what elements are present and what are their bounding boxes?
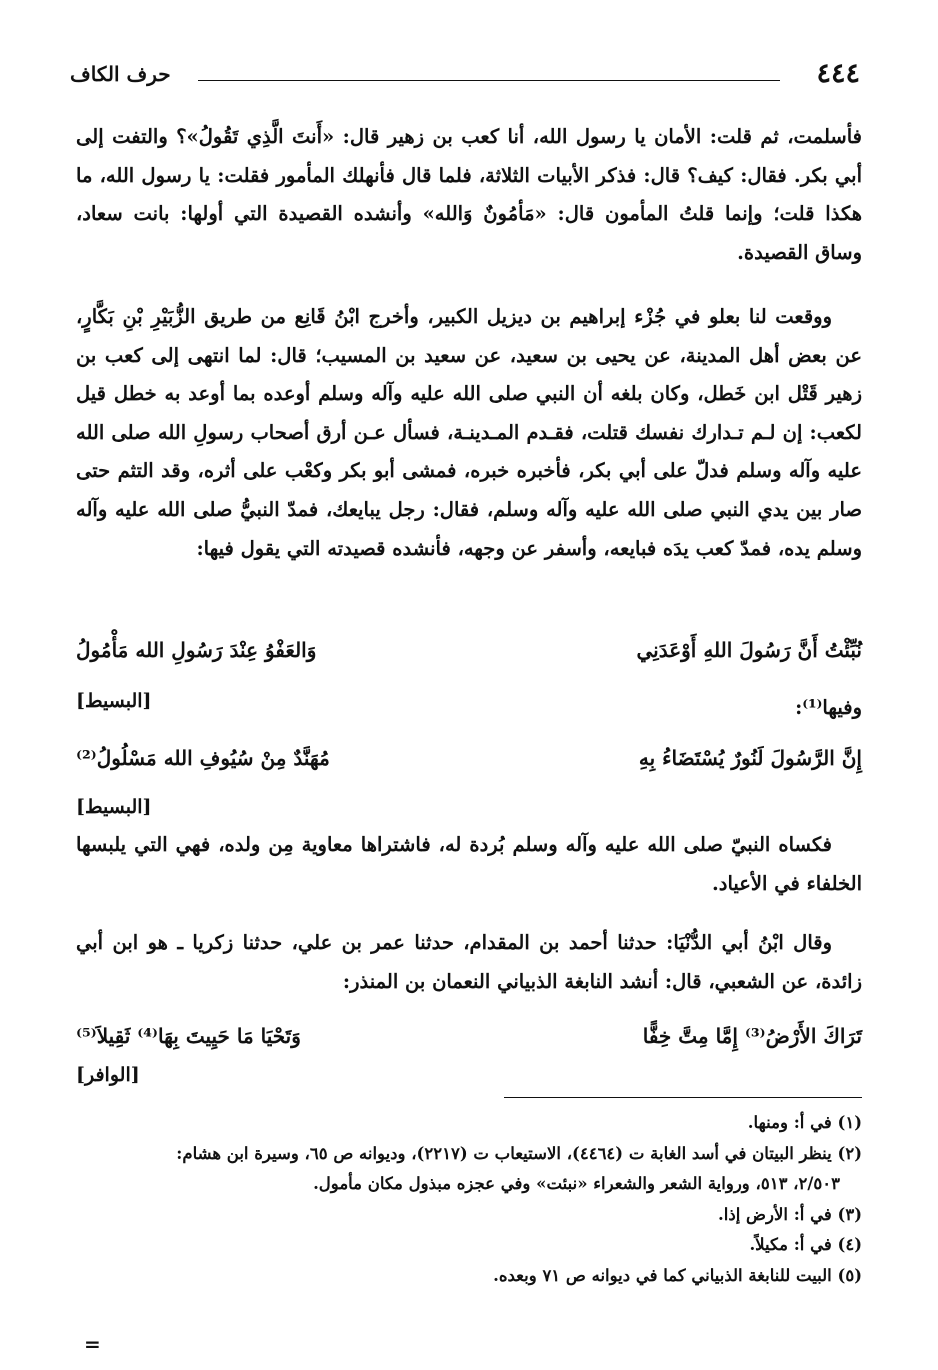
header-rule (198, 80, 780, 81)
paragraph-2: ووقعت لنا بعلو في جُزْء إبراهيم بن ديزيل الكبير، وأخرج ابْنُ قَانِع من طريق الزُّبَيْرِ بْنِ بَكَّارٍ، عن بعض أهل المدينة، عن يحيى بن سعيد، عن سعيد بن المسيب؛ قال: لما انتهى إلى كعب بن زهير قَتْل ابن خَطل، وكان بلغه أن النبي صلى الله عليه وآله وسلم أوعده بما أوعد به خطل قيل لكعب: إن لـم تـدارك نفسك قتلت، فقـدم المـدينـة، فسأل عـن أرق أصحاب رسولِ الله صلى الله عليه وآله وسلم فدلّ على أبي بكر، فأخبره خبره، فمشى أبو بكر وكعْب على أثره، وقد التثم حتى صار بين يدي النبي صلى الله عليه وآله وسلم، فقال: رجل يبايعك، فمدّ النبيُّ صلى الله عليه وآله وسلم يده، فمدّ كعب يدَه فبايعه، وأسفر عن وجهه، فأنشده قصيدته التي يقول فيها: (76, 305, 862, 560)
paragraph-3: فكساه النبيّ صلى الله عليه وآله وسلم بُردة له، فاشتراها معاوية مِن ولده، فهي التي يلبسها الخلفاء في الأعياد. (76, 833, 862, 895)
paragraph-4: وقال ابْنُ أبي الدُّنْيَا: حدثنا أحمد بن المقدام، حدثنا عمر بن علي، حدثنا زكريا ـ هو ابن أبي زائدة، عن الشعبي، قال: أنشد النابغة الذبياني النعمان بن المنذر: (76, 931, 862, 993)
page-number: ٤٤٤ (816, 58, 860, 89)
footnote-2: (٢) ينظر البيتان في أسد الغابة ت (٤٤٦٤)، الاستيعاب ت (٢٢١٧)، وديوانه ص ٦٥، وسيرة ابن هشام: (176, 1143, 862, 1163)
footnote-5: (٥) البيت للنابغة الذبياني كما في ديوانه ص ٧١ وبعده. (493, 1265, 862, 1285)
verse-2-first-hemistich: إِنَّ الرَّسُولَ لَنُورٌ يُسْتَضَاءُ بِهِ (638, 746, 862, 770)
verse-1-first-hemistich: نُبِّئْتُ أَنَّ رَسُولَ اللهِ أَوْعَدَنِي (636, 638, 862, 662)
footnote-1: (١) في أ: ومنها. (747, 1113, 862, 1132)
verse-3-first-hemistich: تَرَاكَ الأَرْضُ⁽³⁾ إِمَّا مِتَّ خِفًّا (642, 1024, 862, 1048)
footnote-2-continuation: ٢/٥٠٣، ٥١٣، ورواية الشعر والشعراء «نبئت» وفي عجزه مبذول مكان مأمول. (313, 1174, 840, 1193)
verse-2-second-hemistich: مُهَنَّدٌ مِنْ سُيُوفِ الله مَسْلُولُ⁽²⁾ (76, 746, 330, 770)
footnotes (76, 1108, 862, 1291)
verse-1-second-hemistich: وَالعَفْوُ عِنْدَ رَسُولِ الله مَأْمُولُ (76, 638, 317, 662)
continuation-mark: = (84, 1332, 101, 1356)
verse-2-meter: [البسيط] (76, 796, 152, 818)
page-header (70, 58, 860, 92)
verse-3-second-hemistich: وَتَحْيَا مَا حَيِيتَ بِهَا⁽⁴⁾ ثَقِيلاَ⁽⁵⁾ (76, 1024, 301, 1048)
chapter-title: حرف الكاف (70, 62, 171, 86)
footnote-3: (٣) في أ: الأرض إذا. (718, 1204, 862, 1224)
verse-1-meter: [البسيط] (76, 690, 152, 712)
footnote-4: (٤) في أ: مكيلاً. (749, 1235, 862, 1254)
paragraph-1: فأسلمت، ثم قلت: الأمان يا رسول الله، أنا كعب بن زهير قال: «أَنتَ الَّذِي تَقُولُ»؟ والتفت إلى أبي بكر. فقال: كيف؟ قال: فذكر الأبيات الثلاثة، فلما قال فأنهلك المأمور فقلت: يا رسول الله، ما هكذا قلت؛ وإنما قلتُ المأمون قال: «مَأمُونٌ وَالله» وأنشده القصيدة التي أولها: بانت سعاد، وساق القصيدة. (76, 125, 862, 264)
verse-1 (76, 638, 862, 678)
verse-3-meter: [الوافر] (76, 1064, 140, 1086)
footnote-rule (504, 1097, 862, 1098)
verse-3 (76, 1024, 862, 1064)
verse-2 (76, 746, 862, 786)
wa-fiha-label: وفيها⁽¹⁾: (795, 696, 862, 719)
